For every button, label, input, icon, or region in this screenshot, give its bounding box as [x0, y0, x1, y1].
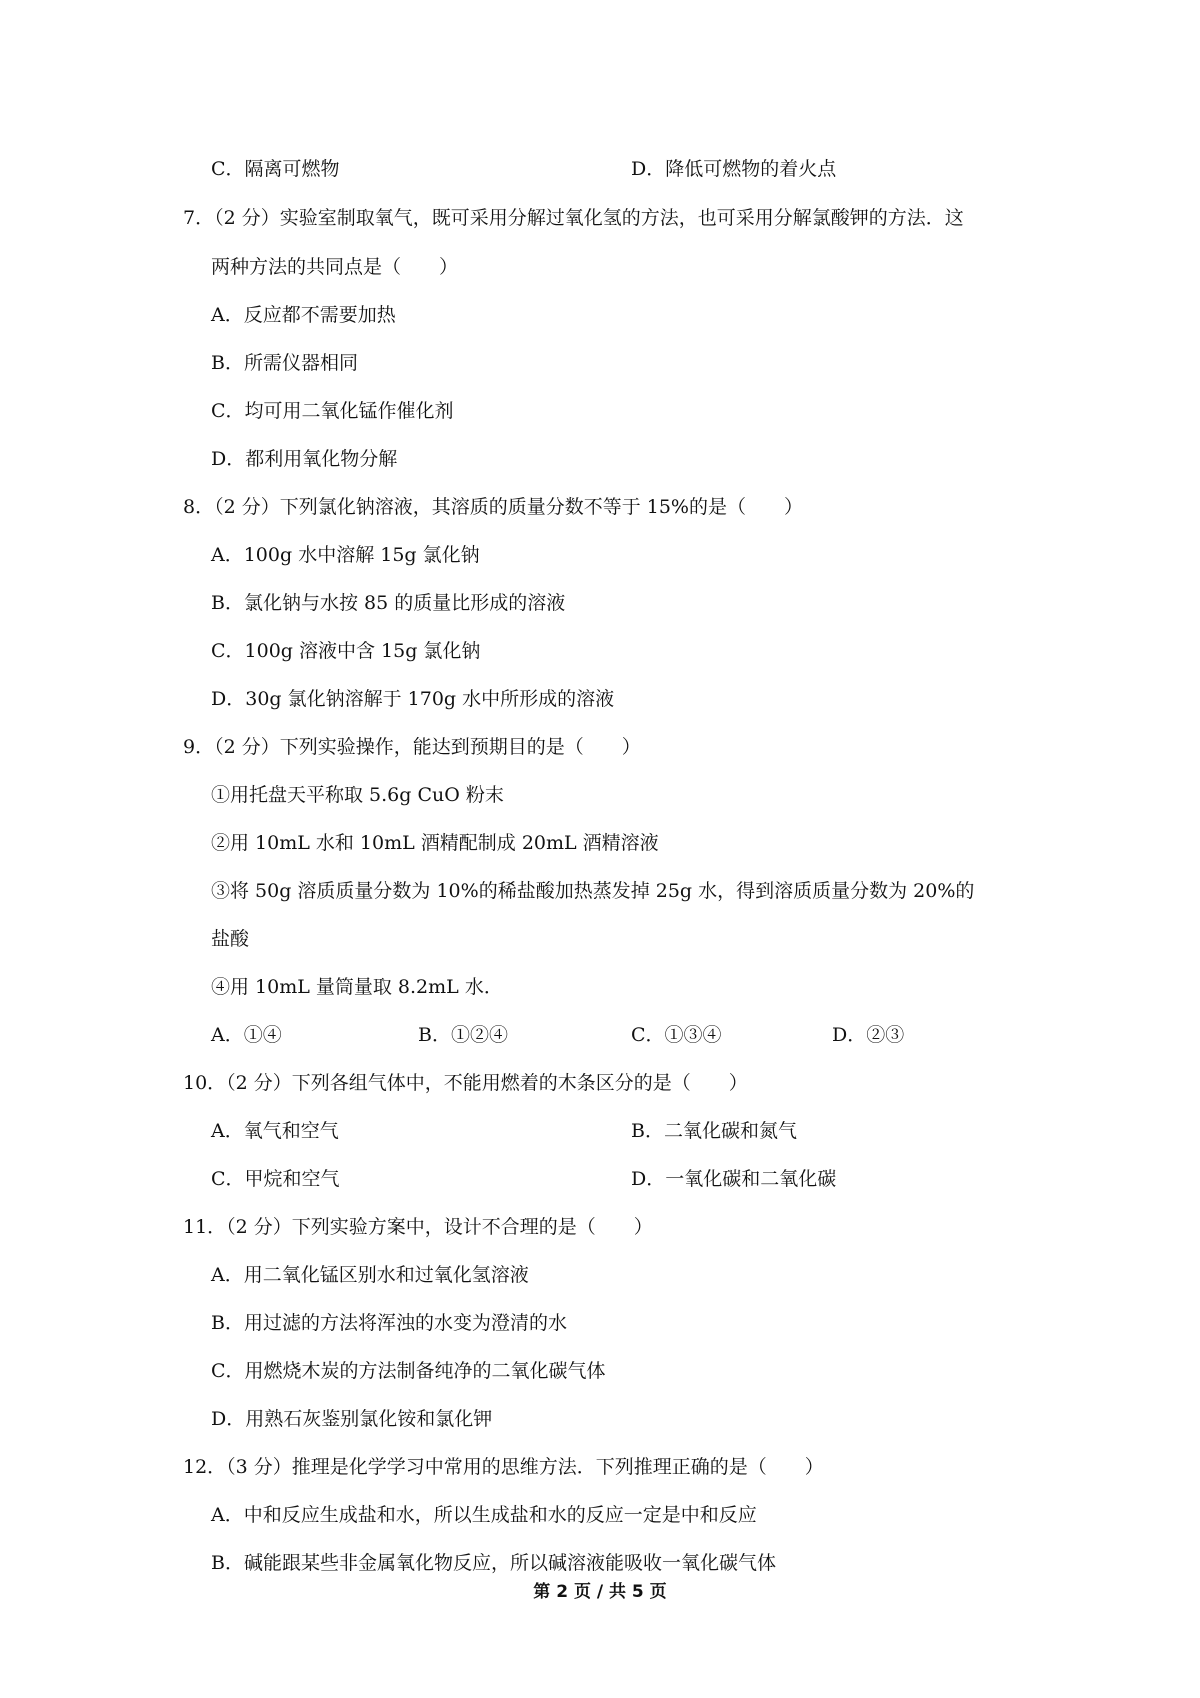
q10-option-c: C．甲烷和空气: [211, 1168, 340, 1190]
q9-statement-2: ②用 10mL 水和 10mL 酒精配制成 20mL 酒精溶液: [211, 832, 659, 854]
q11-option-b: B．用过滤的方法将浑浊的水变为澄清的水: [211, 1312, 567, 1334]
q8-option-d: D．30g 氯化钠溶解于 170g 水中所形成的溶液: [211, 688, 615, 710]
page-footer: 第 2 页 / 共 5 页: [533, 1582, 667, 1602]
q9-statement-3-cont: 盐酸: [211, 928, 250, 950]
q12-option-a: A．中和反应生成盐和水，所以生成盐和水的反应一定是中和反应: [211, 1504, 757, 1526]
q10-option-d: D．一氧化碳和二氧化碳: [631, 1168, 837, 1190]
q7-option-b: B．所需仪器相同: [211, 352, 358, 374]
q6-option-c: C．隔离可燃物: [211, 158, 340, 180]
q6-option-d: D．降低可燃物的着火点: [631, 158, 837, 180]
q9-stem: 9．（2 分）下列实验操作，能达到预期目的是（ ）: [183, 736, 641, 758]
q7-option-a: A．反应都不需要加热: [211, 304, 396, 326]
q8-option-b: B．氯化钠与水按 85 的质量比形成的溶液: [211, 592, 566, 614]
q10-stem: 10．（2 分）下列各组气体中，不能用燃着的木条区分的是（ ）: [183, 1072, 748, 1094]
q8-stem: 8．（2 分）下列氯化钠溶液，其溶质的质量分数不等于 15%的是（ ）: [183, 496, 803, 518]
q9-option-b: B．①②④: [418, 1024, 508, 1046]
q11-option-d: D．用熟石灰鉴别氯化铵和氯化钾: [211, 1408, 493, 1430]
q9-statement-3: ③将 50g 溶质质量分数为 10%的稀盐酸加热蒸发掉 25g 水，得到溶质质量分数为 20%的: [211, 880, 975, 902]
q8-option-c: C．100g 溶液中含 15g 氯化钠: [211, 640, 481, 662]
q9-statement-1: ①用托盘天平称取 5.6g CuO 粉末: [211, 784, 504, 806]
q11-option-a: A．用二氧化锰区别水和过氧化氢溶液: [211, 1264, 529, 1286]
q9-option-a: A．①④: [211, 1024, 282, 1046]
q7-stem-cont: 两种方法的共同点是（ ）: [211, 256, 459, 278]
q11-option-c: C．用燃烧木炭的方法制备纯净的二氧化碳气体: [211, 1360, 606, 1382]
q9-statement-4: ④用 10mL 量筒量取 8.2mL 水．: [211, 976, 503, 998]
q11-stem: 11．（2 分）下列实验方案中，设计不合理的是（ ）: [183, 1216, 653, 1238]
q10-option-a: A．氧气和空气: [211, 1120, 339, 1142]
q10-option-b: B．二氧化碳和氮气: [631, 1120, 797, 1142]
q7-stem: 7．（2 分）实验室制取氧气，既可采用分解过氧化氢的方法，也可采用分解氯酸钾的方法．这: [183, 207, 964, 229]
q7-option-c: C．均可用二氧化锰作催化剂: [211, 400, 454, 422]
q9-option-c: C．①③④: [631, 1024, 722, 1046]
q12-stem: 12．（3 分）推理是化学学习中常用的思维方法．下列推理正确的是（ ）: [183, 1456, 824, 1478]
q9-option-d: D．②③: [832, 1024, 905, 1046]
q12-option-b: B．碱能跟某些非金属氧化物反应，所以碱溶液能吸收一氧化碳气体: [211, 1552, 776, 1574]
q7-option-d: D．都利用氧化物分解: [211, 448, 398, 470]
q8-option-a: A．100g 水中溶解 15g 氯化钠: [211, 544, 480, 566]
